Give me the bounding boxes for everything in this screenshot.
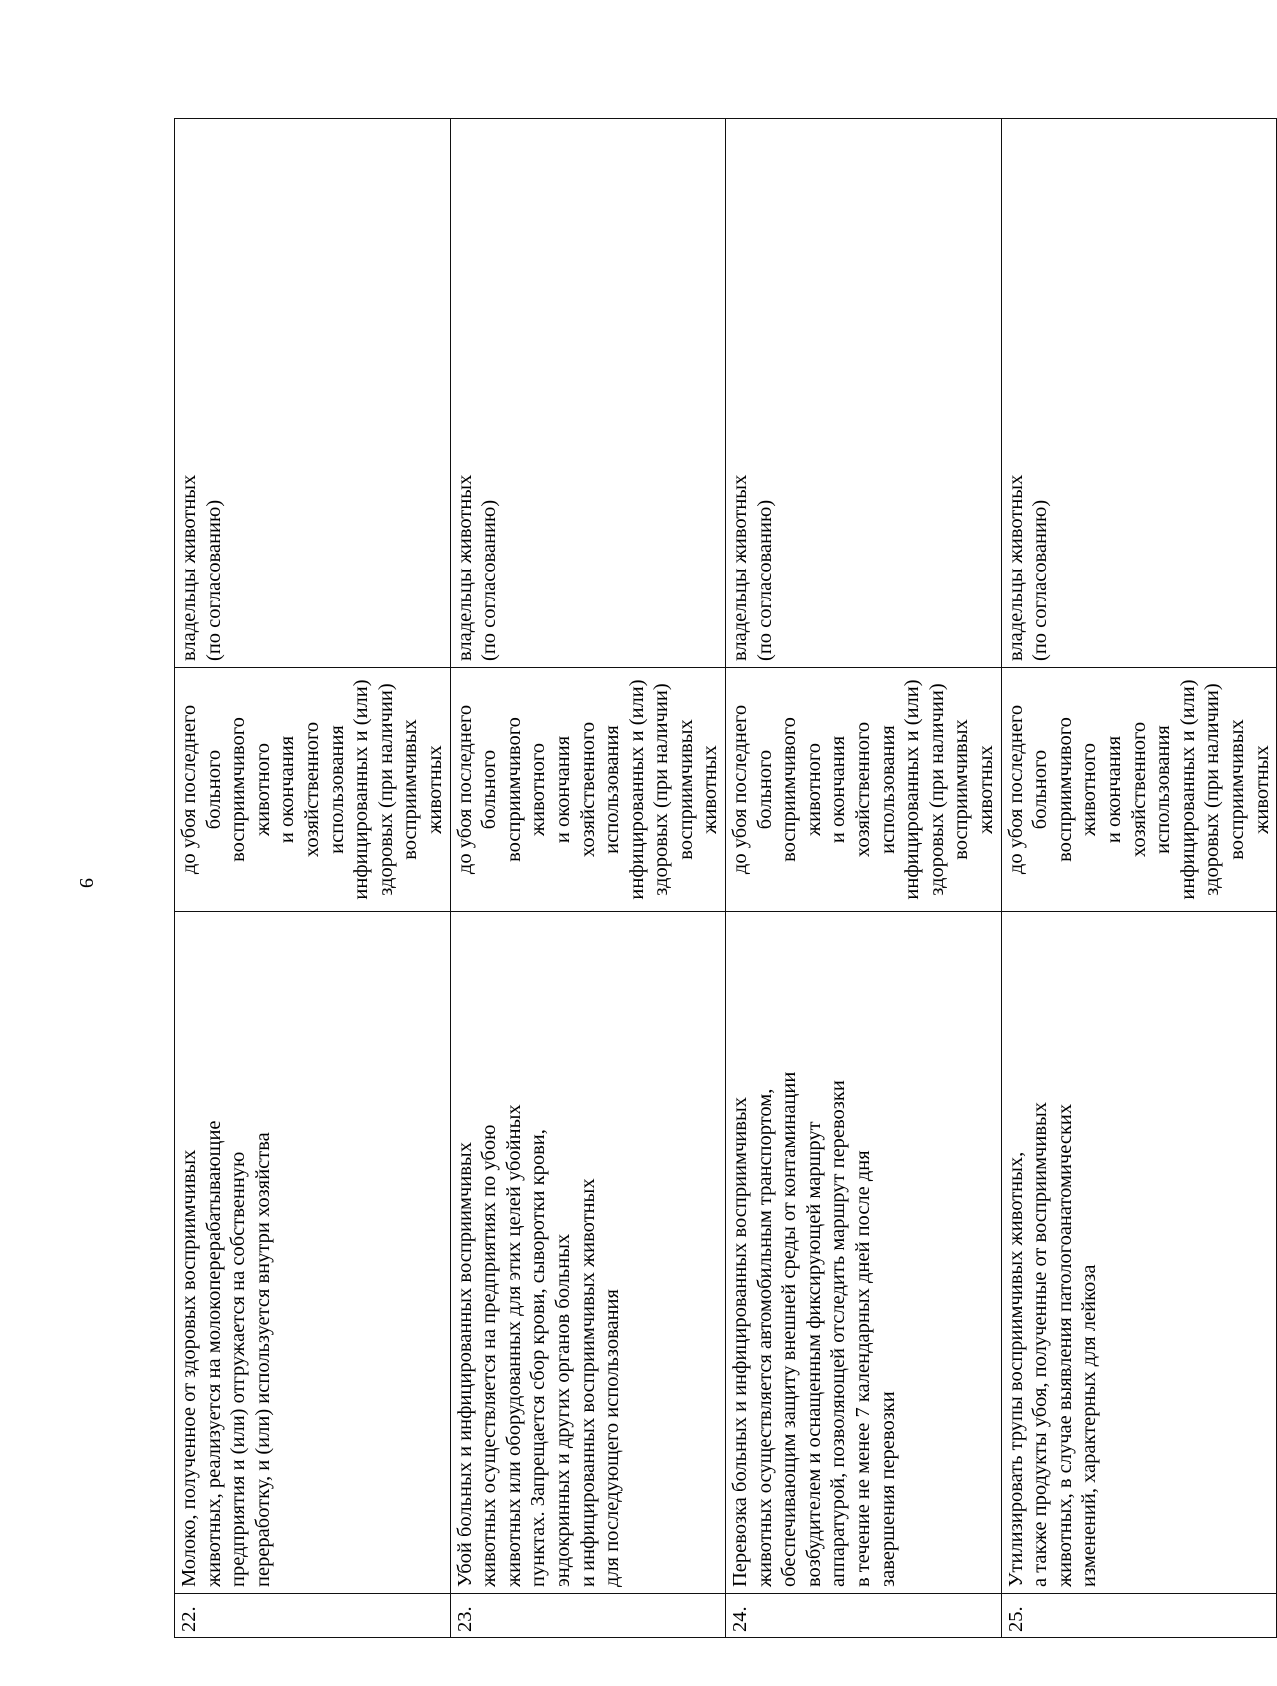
row-number: 23.: [450, 1594, 726, 1638]
measure-text: Убой больных и инфицированных восприимчивых животных осуществляется на предприятиях по убою животных или оборудованных для этих целей убойных пунктах. Запрещается сбор крови, сыворотки крови, эндокринных и других органов больных и инфицированных восприимчивых животных для последующего использования: [450, 912, 726, 1594]
table-row: [175, 119, 451, 1638]
responsible-text: владельцы животных (по согласованию): [726, 119, 1002, 668]
rotated-table-container: [174, 119, 1273, 1638]
table-row: [450, 119, 726, 1638]
responsible-text: владельцы животных (по согласованию): [1001, 119, 1277, 668]
table-row: [726, 119, 1002, 1638]
row-number: 25.: [1001, 1594, 1277, 1638]
measures-table: [174, 118, 1277, 1638]
term-text: до убоя последнего больного восприимчивого животного и окончания хозяйственного использования инфицированных и (или) здоровых (при наличии) восприимчивых животных: [175, 668, 451, 912]
measure-text: Перевозка больных и инфицированных восприимчивых животных осуществляется автомобильным транспортом, обеспечивающим защиту внешней среды от контаминации возбудителем и оснащенным фиксирующей маршрут аппаратурой, позволяющей отследить маршрут перевозки в течение не менее 7 календарных дней после дня завершения перевозки: [726, 912, 1002, 1594]
term-text: до убоя последнего больного восприимчивого животного и окончания хозяйственного использования инфицированных и (или) здоровых (при наличии) восприимчивых животных: [726, 668, 1002, 912]
table-row: [1001, 119, 1277, 1638]
responsible-text: владельцы животных (по согласованию): [175, 119, 451, 668]
measure-text: Молоко, полученное от здоровых восприимчивых животных, реализуется на молокоперерабатывающие предприятия и (или) отгружается на собственную переработку, и (или) используется внутри хозяйства: [175, 912, 451, 1594]
row-number: 24.: [726, 1594, 1002, 1638]
term-text: до убоя последнего больного восприимчивого животного и окончания хозяйственного использования инфицированных и (или) здоровых (при наличии) восприимчивых животных: [1001, 668, 1277, 912]
row-number: 22.: [175, 1594, 451, 1638]
measure-text: Утилизировать трупы восприимчивых животных, а также продукты убоя, полученные от восприимчивых животных, в случае выявления патологоанатомических изменений, характерных для лейкоза: [1001, 912, 1277, 1594]
responsible-text: владельцы животных (по согласованию): [450, 119, 726, 668]
term-text: до убоя последнего больного восприимчивого животного и окончания хозяйственного использования инфицированных и (или) здоровых (при наличии) восприимчивых животных: [450, 668, 726, 912]
page-number: 9: [75, 878, 97, 888]
